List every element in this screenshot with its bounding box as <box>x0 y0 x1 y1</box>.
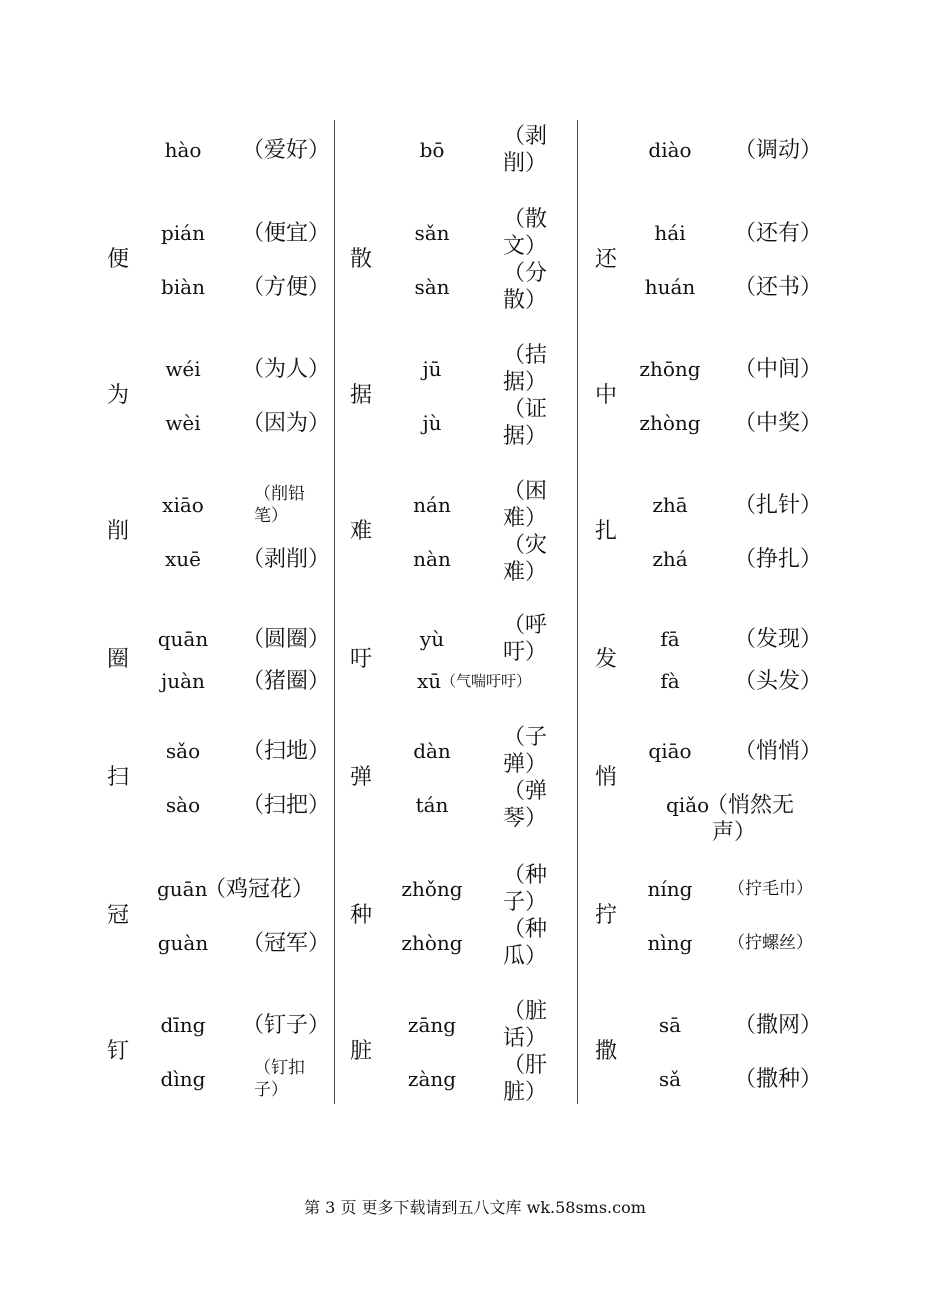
pinyin: sǎo <box>165 739 201 763</box>
pinyin: zhòng <box>401 931 463 955</box>
polyphone-char: 吁 <box>350 647 373 672</box>
pinyin: guàn <box>157 931 209 955</box>
polyphone-char: 据 <box>350 383 373 408</box>
polyphone-char: 钉 <box>107 1039 130 1064</box>
pinyin: zhá <box>652 547 688 571</box>
pinyin: xuē <box>165 547 201 571</box>
example-word: （发现） <box>734 627 823 652</box>
polyphone-char: 脏 <box>350 1039 373 1064</box>
pinyin: zāng <box>407 1013 457 1037</box>
polyphone-char: 种 <box>350 903 373 928</box>
example-word: （调动） <box>734 138 823 163</box>
example-word: （子弹） <box>503 725 548 777</box>
pinyin: qiāo <box>648 739 692 763</box>
example-word: （证据） <box>503 397 548 449</box>
pinyin: dìng <box>160 1067 206 1091</box>
pinyin: nìng <box>647 931 693 955</box>
pinyin: huán <box>644 275 696 299</box>
polyphone-char: 撒 <box>595 1039 618 1064</box>
example-word: （困难） <box>503 479 548 531</box>
pinyin: guān <box>157 877 208 901</box>
pinyin: sàn <box>414 275 450 299</box>
column-divider <box>334 120 335 1104</box>
pinyin: qiǎo <box>666 793 710 817</box>
example-word: （钉子） <box>242 1013 331 1038</box>
pinyin: hái <box>654 221 686 245</box>
pinyin: diào <box>648 138 692 162</box>
example-word: （灾难） <box>503 533 548 585</box>
example-word: （猪圈） <box>242 669 331 694</box>
example-word: （拧螺丝） <box>728 933 813 953</box>
example-word: （还书） <box>734 275 823 300</box>
polyphone-char: 悄 <box>595 765 618 790</box>
polyphone-char: 扫 <box>107 765 130 790</box>
polyphone-char: 为 <box>107 383 130 408</box>
pinyin: hào <box>164 138 202 162</box>
pinyin: dàn <box>413 739 451 763</box>
example-word: （因为） <box>242 411 331 436</box>
page-footer: 第 3 页 更多下载请到五八文库 wk.58sms.com <box>304 1198 646 1217</box>
example-word: （剥削） <box>242 547 331 572</box>
polyphone-char: 发 <box>595 647 618 672</box>
pinyin: níng <box>647 877 693 901</box>
example-word: （弹琴） <box>503 779 548 831</box>
example-word: （中奖） <box>734 411 823 436</box>
pinyin: zhōng <box>639 357 701 381</box>
polyphone-char: 圈 <box>107 647 130 672</box>
example-word: （便宜） <box>242 221 331 246</box>
polyphone-char: 难 <box>350 519 373 544</box>
example-word: （冠军） <box>242 931 331 956</box>
polyphone-char: 扎 <box>595 519 618 544</box>
example-word: （悄然无声） <box>706 793 795 845</box>
pinyin: jù <box>422 411 442 435</box>
example-word: （鸡冠花） <box>204 877 315 902</box>
polyphone-char: 中 <box>595 383 618 408</box>
example-word: （肝脏） <box>503 1053 548 1105</box>
pinyin: sào <box>165 793 201 817</box>
pinyin: zàng <box>407 1067 457 1091</box>
polyphone-char: 散 <box>350 247 373 272</box>
pinyin: wèi <box>165 411 201 435</box>
example-word: （钉扣子） <box>254 1058 305 1100</box>
example-word: （分散） <box>503 261 548 313</box>
example-word: （拮据） <box>503 343 548 395</box>
pinyin: nán <box>413 493 451 517</box>
example-word: （剥削） <box>503 124 548 176</box>
example-word: （散文） <box>503 207 548 259</box>
pinyin: jū <box>422 357 442 381</box>
pinyin: fā <box>660 627 680 651</box>
polyphone-char: 弹 <box>350 765 373 790</box>
pinyin: sǎ <box>658 1067 682 1091</box>
example-word: （气喘吁吁） <box>441 672 532 690</box>
polyphone-char: 拧 <box>595 903 618 928</box>
example-word: （还有） <box>734 221 823 246</box>
example-word: （挣扎） <box>734 547 823 572</box>
example-word: （削铅笔） <box>254 484 305 526</box>
example-word: （扫地） <box>242 739 331 764</box>
polyphone-char: 削 <box>107 519 130 544</box>
column-divider <box>577 120 578 1104</box>
pinyin: bō <box>419 138 445 162</box>
example-word: （拧毛巾） <box>728 879 813 899</box>
pinyin: juàn <box>161 669 205 693</box>
pinyin: quān <box>157 627 209 651</box>
pinyin: nàn <box>413 547 451 571</box>
pinyin: pián <box>160 221 205 245</box>
example-word: （呼吁） <box>503 613 548 665</box>
pinyin: wéi <box>165 357 201 381</box>
example-word: （圆圈） <box>242 627 331 652</box>
example-word: （种瓜） <box>503 917 548 969</box>
example-word: （悄悄） <box>734 739 823 764</box>
example-word: （撒网） <box>734 1013 823 1038</box>
example-word: （头发） <box>734 669 823 694</box>
example-word: （扫把） <box>242 793 331 818</box>
example-word: （种子） <box>503 863 548 915</box>
pinyin: xū <box>417 669 442 693</box>
example-word: （爱好） <box>242 138 331 163</box>
example-word: （脏话） <box>503 999 548 1051</box>
polyphone-char: 冠 <box>107 903 130 928</box>
pinyin: sǎn <box>414 221 450 245</box>
example-word: （为人） <box>242 357 331 382</box>
pinyin: dīng <box>160 1013 206 1037</box>
polyphone-char: 还 <box>595 247 618 272</box>
pinyin: tán <box>415 793 449 817</box>
pinyin: fà <box>660 669 680 693</box>
pinyin: biàn <box>160 275 205 299</box>
polyphone-char: 便 <box>107 247 130 272</box>
example-word: （中间） <box>734 357 823 382</box>
pinyin: zhā <box>652 493 688 517</box>
pinyin: zhǒng <box>401 877 463 901</box>
pinyin: xiāo <box>162 493 204 517</box>
pinyin: yù <box>419 627 445 651</box>
example-word: （扎针） <box>734 493 823 518</box>
pinyin: sā <box>658 1013 682 1037</box>
example-word: （方便） <box>242 275 331 300</box>
pinyin: zhòng <box>639 411 701 435</box>
example-word: （撒种） <box>734 1067 823 1092</box>
